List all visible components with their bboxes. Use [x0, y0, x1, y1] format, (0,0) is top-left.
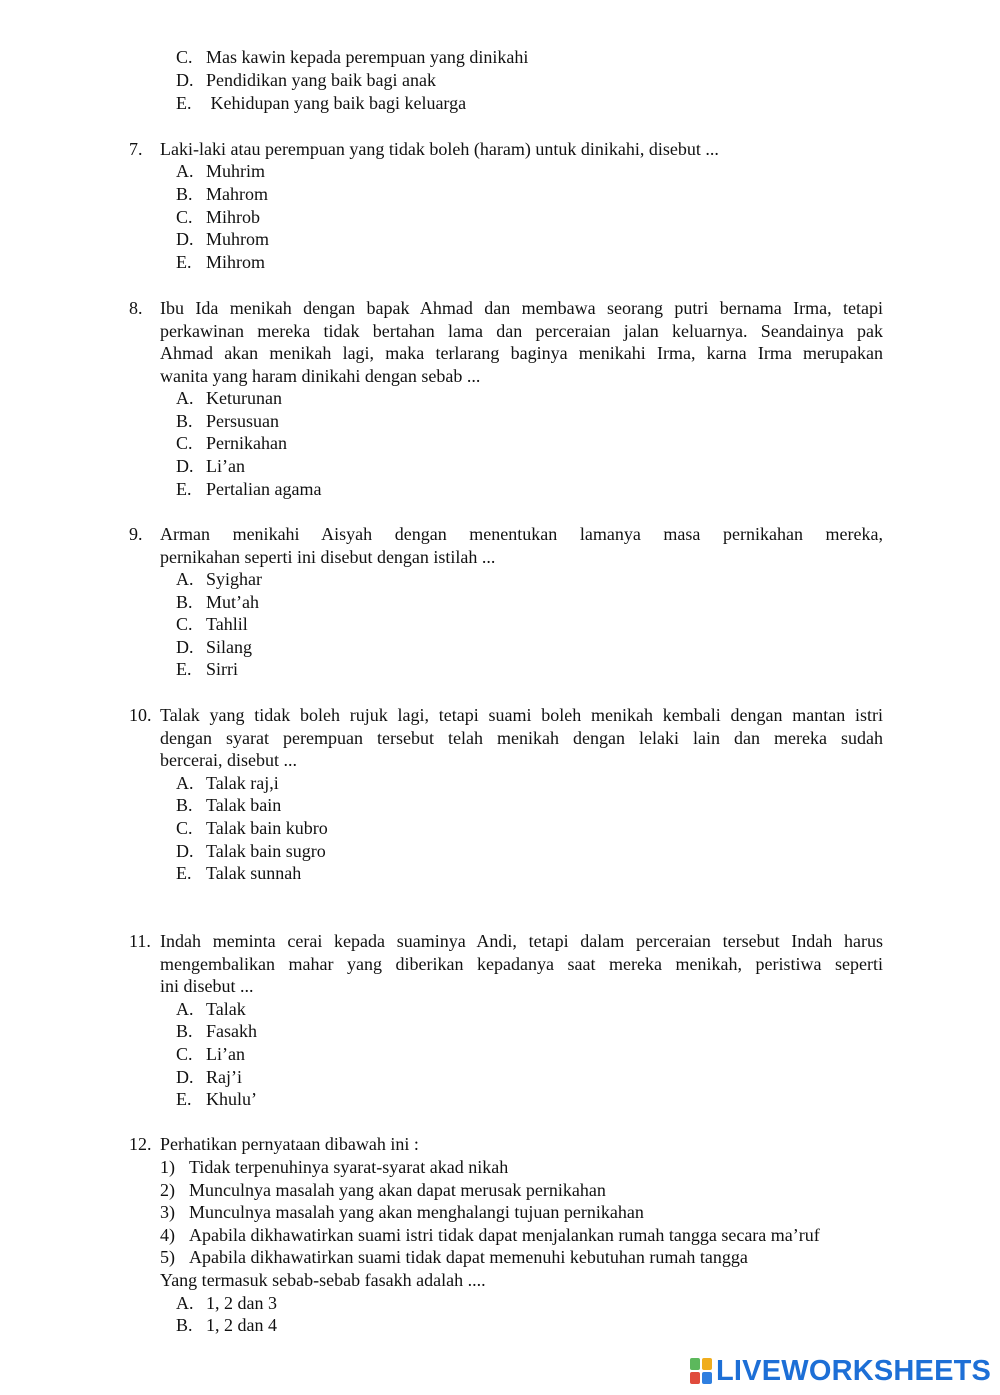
- question-text: Perhatikan pernyataan dibawah ini :: [160, 1134, 419, 1154]
- logo-text: LIVEWORKSHEETS: [716, 1354, 992, 1387]
- liveworksheets-logo-icon: [690, 1358, 712, 1384]
- question-number: 8.: [129, 298, 143, 318]
- option-text: Silang: [206, 637, 253, 657]
- question-prompt: Yang termasuk sebab-sebab fasakh adalah ....: [160, 1270, 486, 1290]
- option-text: Pertalian agama: [206, 479, 322, 499]
- question-number: 10.: [129, 705, 152, 725]
- option-text: Fasakh: [206, 1021, 257, 1041]
- statement-number: 3): [160, 1202, 175, 1222]
- option-text: Li’an: [206, 1044, 245, 1064]
- option-text: Mihrom: [206, 252, 266, 272]
- option-letter: A.: [176, 1293, 194, 1313]
- option-letter: A.: [176, 569, 194, 589]
- statement-number: 2): [160, 1180, 175, 1200]
- option-letter: B.: [176, 1021, 193, 1041]
- option-letter: B.: [176, 411, 193, 431]
- question-text: perkawinan mereka tidak bertahan lama dan perceraian jalan keluarnya. Seandainya pak: [160, 321, 883, 341]
- option-letter: A.: [176, 773, 194, 793]
- option-text: Khulu’: [206, 1089, 257, 1109]
- option-text: Mas kawin kepada perempuan yang dinikahi: [206, 47, 529, 67]
- question-text: wanita yang haram dinikahi dengan sebab ...: [160, 366, 481, 386]
- question-number: 11.: [129, 931, 151, 951]
- statement-text: Apabila dikhawatirkan suami tidak dapat memenuhi kebutuhan rumah tangga: [189, 1247, 748, 1267]
- statement-text: Apabila dikhawatirkan suami istri tidak dapat menjalankan rumah tangga secara ma’ruf: [189, 1225, 820, 1245]
- question-text: bercerai, disebut ...: [160, 750, 297, 770]
- question-text: mengembalikan mahar yang diberikan kepadanya saat mereka menikah, peristiwa seperti: [160, 954, 883, 974]
- statement-number: 4): [160, 1225, 175, 1245]
- option-text: Sirri: [206, 659, 239, 679]
- option-letter: D.: [176, 841, 194, 861]
- statement-text: Tidak terpenuhinya syarat-syarat akad nikah: [189, 1157, 509, 1177]
- option-text: Tahlil: [206, 614, 248, 634]
- statement-number: 1): [160, 1157, 175, 1177]
- option-letter: C.: [176, 433, 193, 453]
- option-letter: E.: [176, 863, 192, 883]
- option-letter: D.: [176, 1067, 194, 1087]
- option-text: Talak raj,i: [206, 773, 279, 793]
- question-text: Ahmad akan menikah lagi, maka terlarang baginya menikahi Irma, karna Irma merupakan: [160, 343, 883, 363]
- statement-text: Munculnya masalah yang akan dapat merusak pernikahan: [189, 1180, 606, 1200]
- question-text: Laki-laki atau perempuan yang tidak boleh (haram) untuk dinikahi, disebut ...: [160, 139, 719, 159]
- option-text: Talak bain kubro: [206, 818, 328, 838]
- option-letter: C.: [176, 818, 193, 838]
- statement-number: 5): [160, 1247, 175, 1267]
- option-letter: E.: [176, 479, 192, 499]
- statement-text: Munculnya masalah yang akan menghalangi tujuan pernikahan: [189, 1202, 644, 1222]
- option-text: Pernikahan: [206, 433, 287, 453]
- option-letter: E.: [176, 252, 192, 272]
- option-letter: C.: [176, 1044, 193, 1064]
- option-letter: D.: [176, 637, 194, 657]
- option-text: Persusuan: [206, 411, 279, 431]
- question-text: Arman menikahi Aisyah dengan menentukan lamanya masa pernikahan mereka,: [160, 524, 883, 544]
- question-text: Indah meminta cerai kepada suaminya Andi, tetapi dalam perceraian tersebut Indah harus: [160, 931, 883, 951]
- option-text: 1, 2 dan 4: [206, 1315, 277, 1335]
- option-text: Talak: [206, 999, 246, 1019]
- option-text: Mahrom: [206, 184, 268, 204]
- liveworksheets-logo[interactable]: [690, 1355, 991, 1387]
- option-letter: C.: [176, 47, 193, 67]
- option-letter: D.: [176, 70, 194, 90]
- option-text: Syighar: [206, 569, 262, 589]
- question-number: 12.: [129, 1134, 152, 1154]
- option-letter: C.: [176, 207, 193, 227]
- option-letter: B.: [176, 1315, 193, 1335]
- option-letter: A.: [176, 999, 194, 1019]
- option-letter: B.: [176, 592, 193, 612]
- question-number: 9.: [129, 524, 143, 544]
- option-text: Talak sunnah: [206, 863, 302, 883]
- option-text: Talak bain sugro: [206, 841, 326, 861]
- option-letter: D.: [176, 229, 194, 249]
- option-text: Muhrim: [206, 161, 266, 181]
- option-letter: B.: [176, 795, 193, 815]
- option-text: Li’an: [206, 456, 245, 476]
- option-letter: D.: [176, 456, 194, 476]
- question-number: 7.: [129, 139, 143, 159]
- option-text: Mut’ah: [206, 592, 259, 612]
- option-letter: B.: [176, 184, 193, 204]
- option-letter: C.: [176, 614, 193, 634]
- option-letter: E.: [176, 1089, 192, 1109]
- option-text: Keturunan: [206, 388, 282, 408]
- option-text: Raj’i: [206, 1067, 242, 1087]
- option-text: Kehidupan yang baik bagi keluarga: [206, 93, 467, 113]
- question-text: Talak yang tidak boleh rujuk lagi, tetapi suami boleh menikah kembali dengan mantan istri: [160, 705, 883, 725]
- option-text: Mihrob: [206, 207, 260, 227]
- option-text: 1, 2 dan 3: [206, 1293, 277, 1313]
- option-text: Pendidikan yang baik bagi anak: [206, 70, 436, 90]
- question-text: Ibu Ida menikah dengan bapak Ahmad dan membawa seorang putri bernama Irma, tetapi: [160, 298, 883, 318]
- option-text: Muhrom: [206, 229, 269, 249]
- question-text: ini disebut ...: [160, 976, 254, 996]
- option-letter: E.: [176, 659, 192, 679]
- question-text: pernikahan seperti ini disebut dengan istilah ...: [160, 547, 496, 567]
- option-letter: A.: [176, 388, 194, 408]
- question-text: dengan syarat perempuan tersebut telah menikah dengan lelaki lain dan mereka sudah: [160, 728, 883, 748]
- option-text: Talak bain: [206, 795, 282, 815]
- option-letter: E.: [176, 93, 192, 113]
- option-letter: A.: [176, 161, 194, 181]
